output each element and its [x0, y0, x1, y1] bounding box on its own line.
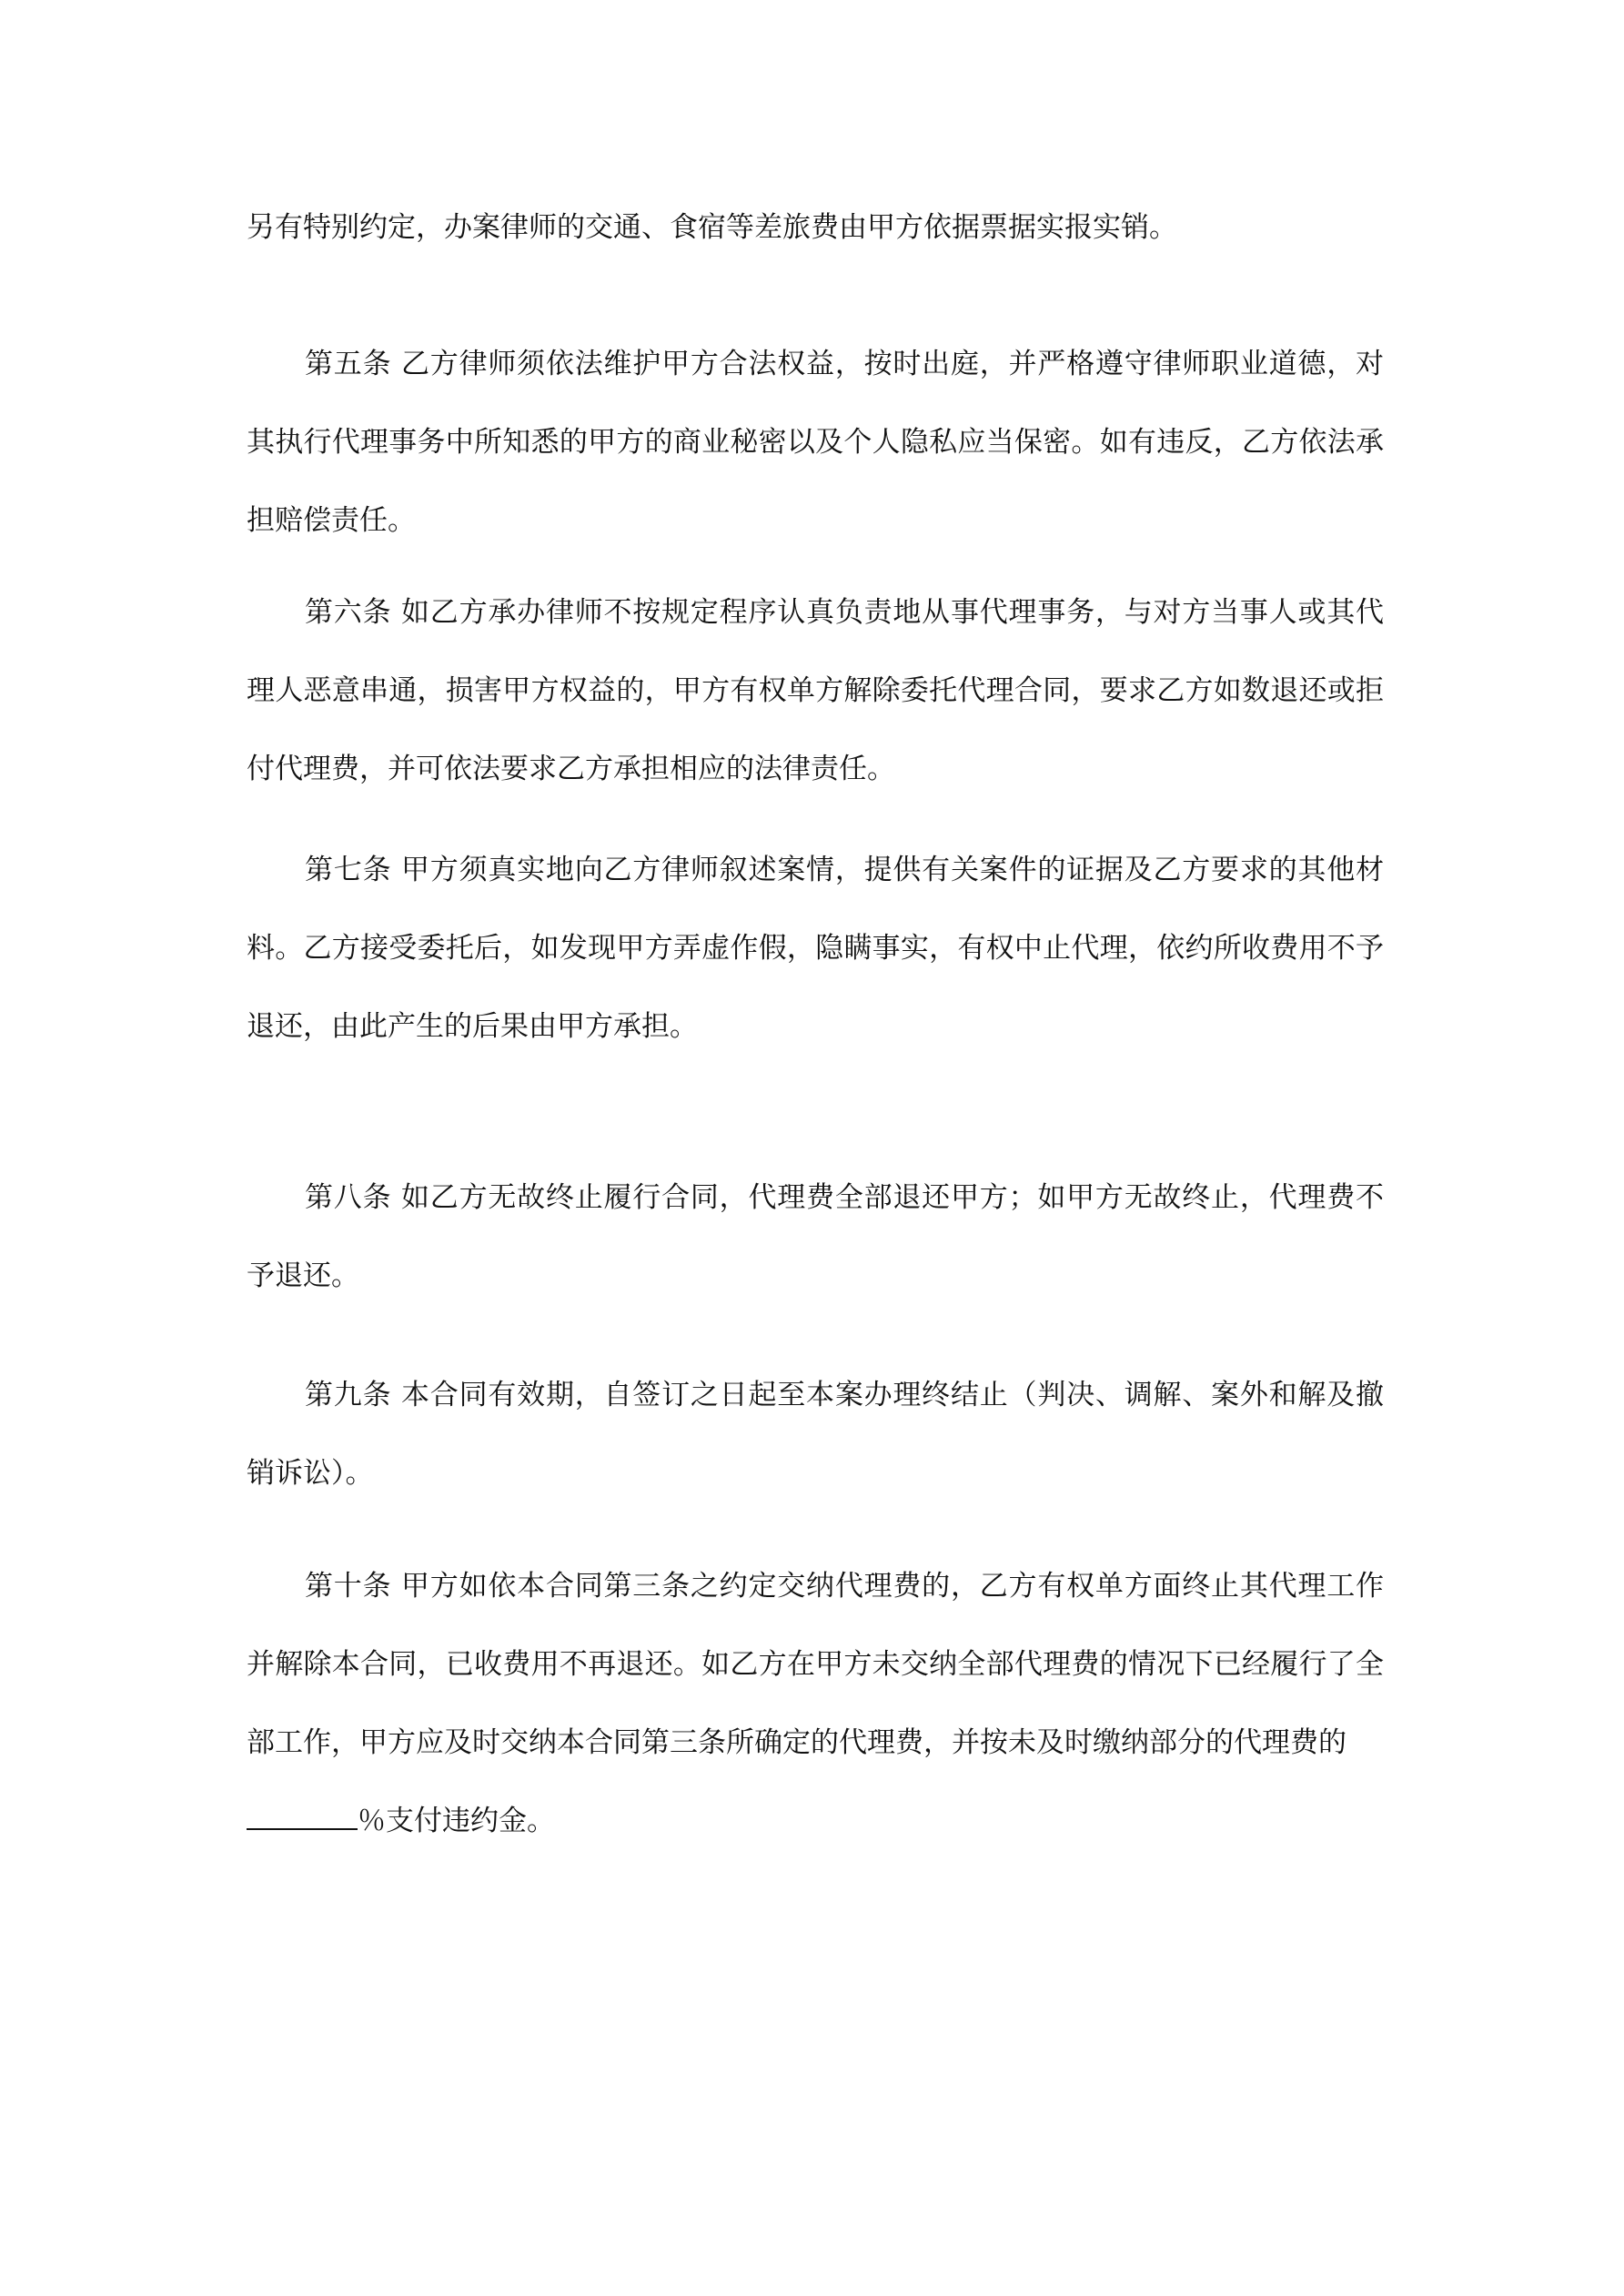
paragraph-continuation: 另有特别约定，办案律师的交通、食宿等差旅费由甲方依据票据实报实销。: [247, 211, 1177, 244]
paragraph-article-6: 第六条 如乙方承办律师不按规定程序认真负责地从事代理事务，与对方当事人或其代理人恶意串通，损害甲方权益的，甲方有权单方解除委托代理合同，要求乙方如数退还或拒付代理费，并可依法要求乙方承担相应的法律责任。: [247, 596, 1384, 785]
fill-in-blank[interactable]: [247, 1806, 358, 1830]
paragraph-article-8: 第八条 如乙方无故终止履行合同，代理费全部退还甲方；如甲方无故终止，代理费不予退还。: [247, 1181, 1384, 1292]
blank-suffix-text: ％支付违约金。: [358, 1805, 555, 1837]
paragraph-article-5: 第五条 乙方律师须依法维护甲方合法权益，按时出庭，并严格遵守律师职业道德，对其执行代理事务中所知悉的甲方的商业秘密以及个人隐私应当保密。如有违反，乙方依法承担赔偿责任。: [247, 348, 1384, 537]
paragraph-article-10: 第十条 甲方如依本合同第三条之约定交纳代理费的，乙方有权单方面终止其代理工作并解除本合同，已收费用不再退还。如乙方在甲方未交纳全部代理费的情况下已经履行了全部工作，甲方应及时交纳本合同第三条所确定的代理费，并按未及时缴纳部分的代理费的: [247, 1570, 1384, 1759]
paragraph-article-10-wrapper: [247, 1547, 1384, 1860]
paragraph-article-9: 第九条 本合同有效期，自签订之日起至本案办理终结止（判决、调解、案外和解及撤销诉讼）。: [247, 1379, 1384, 1490]
paragraph-article-7: 第七条 甲方须真实地向乙方律师叙述案情，提供有关案件的证据及乙方要求的其他材料。乙方接受委托后，如发现甲方弄虚作假，隐瞒事实，有权中止代理，依约所收费用不予退还，由此产生的后果由甲方承担。: [247, 854, 1384, 1043]
